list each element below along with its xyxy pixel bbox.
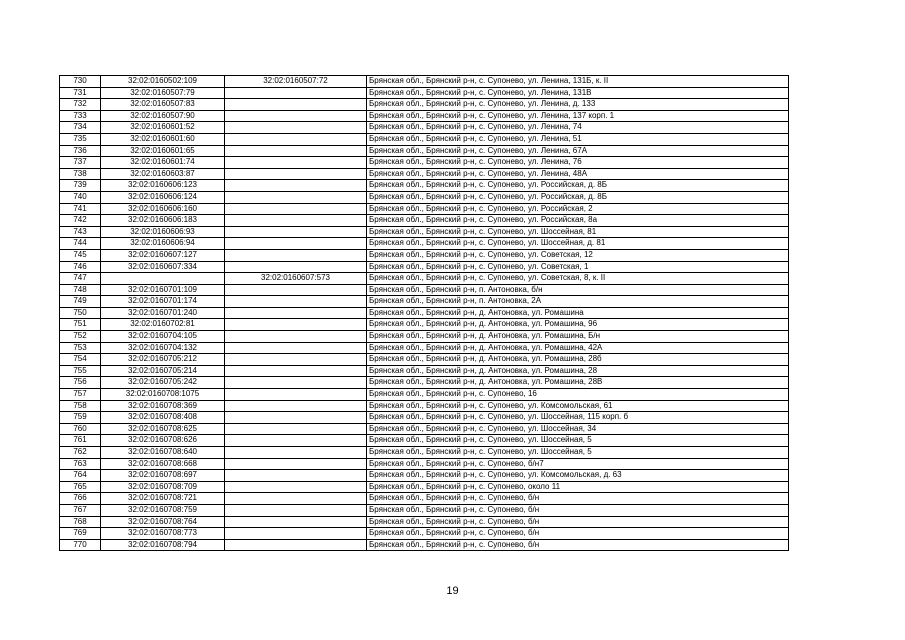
row-number-cell: 762 bbox=[60, 447, 101, 459]
parent-cadastral-number-cell bbox=[225, 180, 367, 192]
table-row bbox=[60, 122, 789, 134]
parent-cadastral-number-cell bbox=[225, 157, 367, 169]
parent-cadastral-number-cell bbox=[225, 307, 367, 319]
cadastral-number-cell: 32:02:0160601:52 bbox=[101, 122, 225, 134]
parent-cadastral-number-cell bbox=[225, 191, 367, 203]
cadastral-number-cell: 32:02:0160705:242 bbox=[101, 377, 225, 389]
row-number-cell: 738 bbox=[60, 168, 101, 180]
table-row bbox=[60, 504, 789, 516]
address-cell: Брянская обл., Брянский р-н, с. Супонево, ул. Ленина, 48А bbox=[367, 168, 789, 180]
table-row bbox=[60, 458, 789, 470]
row-number-cell: 751 bbox=[60, 319, 101, 331]
row-number-cell: 743 bbox=[60, 226, 101, 238]
cadastral-number-cell: 32:02:0160607:334 bbox=[101, 261, 225, 273]
parent-cadastral-number-cell bbox=[225, 354, 367, 366]
parent-cadastral-number-cell bbox=[225, 539, 367, 551]
cadastral-number-cell: 32:02:0160708:408 bbox=[101, 412, 225, 424]
table-row bbox=[60, 435, 789, 447]
row-number-cell: 758 bbox=[60, 400, 101, 412]
parent-cadastral-number-cell bbox=[225, 458, 367, 470]
row-number-cell: 747 bbox=[60, 273, 101, 285]
row-number-cell: 739 bbox=[60, 180, 101, 192]
address-cell: Брянская обл., Брянский р-н, с. Супонево, ул. Шоссейная, 5 bbox=[367, 447, 789, 459]
cadastral-number-cell: 32:02:0160507:79 bbox=[101, 87, 225, 99]
cadastral-number-cell: 32:02:0160708:794 bbox=[101, 539, 225, 551]
table-row bbox=[60, 307, 789, 319]
table-row bbox=[60, 145, 789, 157]
address-cell: Брянская обл., Брянский р-н, д. Антоновка, ул. Ромашина, 28 bbox=[367, 365, 789, 377]
cadastral-number-cell: 32:02:0160601:60 bbox=[101, 133, 225, 145]
row-number-cell: 760 bbox=[60, 423, 101, 435]
parent-cadastral-number-cell: 32:02:0160607:573 bbox=[225, 273, 367, 285]
address-cell: Брянская обл., Брянский р-н, с. Супонево, ул. Ленина, 67А bbox=[367, 145, 789, 157]
cadastral-number-cell bbox=[101, 273, 225, 285]
address-cell: Брянская обл., Брянский р-н, с. Супонево, б/н bbox=[367, 539, 789, 551]
table-row bbox=[60, 296, 789, 308]
parent-cadastral-number-cell bbox=[225, 331, 367, 343]
row-number-cell: 731 bbox=[60, 87, 101, 99]
table-row bbox=[60, 331, 789, 343]
table-row bbox=[60, 342, 789, 354]
row-number-cell: 763 bbox=[60, 458, 101, 470]
table-row bbox=[60, 157, 789, 169]
address-cell: Брянская обл., Брянский р-н, с. Супонево, б/н bbox=[367, 516, 789, 528]
row-number-cell: 761 bbox=[60, 435, 101, 447]
address-cell: Брянская обл., Брянский р-н, с. Супонево, ул. Ленина, д. 133 bbox=[367, 99, 789, 111]
address-cell: Брянская обл., Брянский р-н, д. Антоновка, ул. Ромашина, 96 bbox=[367, 319, 789, 331]
cadastral-number-cell: 32:02:0160708:759 bbox=[101, 504, 225, 516]
cadastral-number-cell: 32:02:0160704:132 bbox=[101, 342, 225, 354]
parent-cadastral-number-cell bbox=[225, 504, 367, 516]
parent-cadastral-number-cell bbox=[225, 481, 367, 493]
cadastral-number-cell: 32:02:0160601:65 bbox=[101, 145, 225, 157]
address-cell: Брянская обл., Брянский р-н, п. Антоновка, б/н bbox=[367, 284, 789, 296]
parent-cadastral-number-cell bbox=[225, 400, 367, 412]
parent-cadastral-number-cell bbox=[225, 122, 367, 134]
row-number-cell: 730 bbox=[60, 76, 101, 88]
address-cell: Брянская обл., Брянский р-н, с. Супонево, ул. Ленина, 131В bbox=[367, 87, 789, 99]
parent-cadastral-number-cell bbox=[225, 226, 367, 238]
parent-cadastral-number-cell bbox=[225, 145, 367, 157]
row-number-cell: 759 bbox=[60, 412, 101, 424]
row-number-cell: 746 bbox=[60, 261, 101, 273]
address-cell: Брянская обл., Брянский р-н, с. Супонево, ул. Шоссейная, д. 81 bbox=[367, 238, 789, 250]
row-number-cell: 765 bbox=[60, 481, 101, 493]
table-row bbox=[60, 249, 789, 261]
table-row bbox=[60, 423, 789, 435]
parent-cadastral-number-cell bbox=[225, 516, 367, 528]
cadastral-number-cell: 32:02:0160708:369 bbox=[101, 400, 225, 412]
cadastral-number-cell: 32:02:0160701:174 bbox=[101, 296, 225, 308]
row-number-cell: 749 bbox=[60, 296, 101, 308]
row-number-cell: 745 bbox=[60, 249, 101, 261]
cadastral-number-cell: 32:02:0160606:124 bbox=[101, 191, 225, 203]
table-row bbox=[60, 238, 789, 250]
parent-cadastral-number-cell bbox=[225, 377, 367, 389]
cadastral-number-cell: 32:02:0160603:87 bbox=[101, 168, 225, 180]
parent-cadastral-number-cell bbox=[225, 493, 367, 505]
parent-cadastral-number-cell bbox=[225, 342, 367, 354]
row-number-cell: 733 bbox=[60, 110, 101, 122]
cadastral-number-cell: 32:02:0160708:721 bbox=[101, 493, 225, 505]
table-row bbox=[60, 481, 789, 493]
cadastral-table-body bbox=[60, 76, 789, 551]
table-row bbox=[60, 99, 789, 111]
parent-cadastral-number-cell bbox=[225, 319, 367, 331]
address-cell: Брянская обл., Брянский р-н, с. Супонево, около 11 bbox=[367, 481, 789, 493]
cadastral-number-cell: 32:02:0160507:90 bbox=[101, 110, 225, 122]
address-cell: Брянская обл., Брянский р-н, с. Супонево, ул. Ленина, 51 bbox=[367, 133, 789, 145]
cadastral-number-cell: 32:02:0160705:214 bbox=[101, 365, 225, 377]
parent-cadastral-number-cell bbox=[225, 296, 367, 308]
parent-cadastral-number-cell bbox=[225, 365, 367, 377]
cadastral-number-cell: 32:02:0160606:160 bbox=[101, 203, 225, 215]
table-row bbox=[60, 400, 789, 412]
row-number-cell: 744 bbox=[60, 238, 101, 250]
parent-cadastral-number-cell bbox=[225, 528, 367, 540]
row-number-cell: 770 bbox=[60, 539, 101, 551]
row-number-cell: 737 bbox=[60, 157, 101, 169]
address-cell: Брянская обл., Брянский р-н, д. Антоновка, ул. Ромашина, 42А bbox=[367, 342, 789, 354]
address-cell: Брянская обл., Брянский р-н, с. Супонево, ул. Шоссейная, 81 bbox=[367, 226, 789, 238]
row-number-cell: 735 bbox=[60, 133, 101, 145]
parent-cadastral-number-cell bbox=[225, 238, 367, 250]
address-cell: Брянская обл., Брянский р-н, с. Супонево, ул. Ленина, 131Б, к. II bbox=[367, 76, 789, 88]
address-cell: Брянская обл., Брянский р-н, с. Супонево, ул. Шоссейная, 5 bbox=[367, 435, 789, 447]
table-row bbox=[60, 215, 789, 227]
parent-cadastral-number-cell bbox=[225, 133, 367, 145]
address-cell: Брянская обл., Брянский р-н, с. Супонево, ул. Ленина, 74 bbox=[367, 122, 789, 134]
table-row bbox=[60, 528, 789, 540]
row-number-cell: 740 bbox=[60, 191, 101, 203]
table-row bbox=[60, 133, 789, 145]
table-row bbox=[60, 377, 789, 389]
table-row bbox=[60, 87, 789, 99]
address-cell: Брянская обл., Брянский р-н, с. Супонево, б/н bbox=[367, 493, 789, 505]
parent-cadastral-number-cell bbox=[225, 447, 367, 459]
table-row bbox=[60, 447, 789, 459]
parent-cadastral-number-cell bbox=[225, 110, 367, 122]
cadastral-number-cell: 32:02:0160708:709 bbox=[101, 481, 225, 493]
row-number-cell: 753 bbox=[60, 342, 101, 354]
table-row bbox=[60, 180, 789, 192]
cadastral-number-cell: 32:02:0160606:123 bbox=[101, 180, 225, 192]
address-cell: Брянская обл., Брянский р-н, с. Супонево, ул. Российская, 2 bbox=[367, 203, 789, 215]
parent-cadastral-number-cell bbox=[225, 99, 367, 111]
table-row bbox=[60, 191, 789, 203]
cadastral-number-cell: 32:02:0160708:764 bbox=[101, 516, 225, 528]
table-row bbox=[60, 76, 789, 88]
parent-cadastral-number-cell bbox=[225, 215, 367, 227]
parent-cadastral-number-cell bbox=[225, 423, 367, 435]
row-number-cell: 741 bbox=[60, 203, 101, 215]
table-row bbox=[60, 412, 789, 424]
table-row bbox=[60, 470, 789, 482]
address-cell: Брянская обл., Брянский р-н, с. Супонево, б/н bbox=[367, 504, 789, 516]
table-row bbox=[60, 203, 789, 215]
cadastral-number-cell: 32:02:0160502:109 bbox=[101, 76, 225, 88]
row-number-cell: 732 bbox=[60, 99, 101, 111]
address-cell: Брянская обл., Брянский р-н, с. Супонево, ул. Российская, д. 8Б bbox=[367, 191, 789, 203]
cadastral-number-cell: 32:02:0160606:93 bbox=[101, 226, 225, 238]
table-row bbox=[60, 110, 789, 122]
address-cell: Брянская обл., Брянский р-н, с. Супонево, 16 bbox=[367, 389, 789, 401]
table-row bbox=[60, 261, 789, 273]
cadastral-number-cell: 32:02:0160708:640 bbox=[101, 447, 225, 459]
address-cell: Брянская обл., Брянский р-н, д. Антоновка, ул. Ромашина bbox=[367, 307, 789, 319]
row-number-cell: 752 bbox=[60, 331, 101, 343]
table-row bbox=[60, 226, 789, 238]
address-cell: Брянская обл., Брянский р-н, с. Супонево, ул. Шоссейная, 115 корп. б bbox=[367, 412, 789, 424]
row-number-cell: 754 bbox=[60, 354, 101, 366]
address-cell: Брянская обл., Брянский р-н, п. Антоновка, 2А bbox=[367, 296, 789, 308]
table-row bbox=[60, 539, 789, 551]
parent-cadastral-number-cell bbox=[225, 284, 367, 296]
parent-cadastral-number-cell bbox=[225, 470, 367, 482]
parent-cadastral-number-cell bbox=[225, 261, 367, 273]
cadastral-number-cell: 32:02:0160601:74 bbox=[101, 157, 225, 169]
parent-cadastral-number-cell bbox=[225, 87, 367, 99]
row-number-cell: 748 bbox=[60, 284, 101, 296]
row-number-cell: 757 bbox=[60, 389, 101, 401]
table-row bbox=[60, 389, 789, 401]
row-number-cell: 767 bbox=[60, 504, 101, 516]
row-number-cell: 756 bbox=[60, 377, 101, 389]
address-cell: Брянская обл., Брянский р-н, с. Супонево, ул. Советская, 12 bbox=[367, 249, 789, 261]
table-row bbox=[60, 493, 789, 505]
parent-cadastral-number-cell bbox=[225, 389, 367, 401]
cadastral-number-cell: 32:02:0160606:94 bbox=[101, 238, 225, 250]
address-cell: Брянская обл., Брянский р-н, с. Супонево, ул. Ленина, 76 bbox=[367, 157, 789, 169]
address-cell: Брянская обл., Брянский р-н, с. Супонево, б/н7 bbox=[367, 458, 789, 470]
address-cell: Брянская обл., Брянский р-н, с. Супонево, ул. Ленина, 137 корп. 1 bbox=[367, 110, 789, 122]
cadastral-number-cell: 32:02:0160701:109 bbox=[101, 284, 225, 296]
parent-cadastral-number-cell bbox=[225, 203, 367, 215]
table-row bbox=[60, 284, 789, 296]
cadastral-number-cell: 32:02:0160708:773 bbox=[101, 528, 225, 540]
table-row bbox=[60, 516, 789, 528]
address-cell: Брянская обл., Брянский р-н, д. Антоновка, ул. Ромашина, 28В bbox=[367, 377, 789, 389]
cadastral-number-cell: 32:02:0160606:183 bbox=[101, 215, 225, 227]
cadastral-number-cell: 32:02:0160701:240 bbox=[101, 307, 225, 319]
table-row bbox=[60, 354, 789, 366]
row-number-cell: 766 bbox=[60, 493, 101, 505]
parent-cadastral-number-cell: 32:02:0160507:72 bbox=[225, 76, 367, 88]
page-number: 19 bbox=[446, 585, 459, 597]
address-cell: Брянская обл., Брянский р-н, д. Антоновка, ул. Ромашина, 28б bbox=[367, 354, 789, 366]
cadastral-number-cell: 32:02:0160708:625 bbox=[101, 423, 225, 435]
parent-cadastral-number-cell bbox=[225, 412, 367, 424]
cadastral-number-cell: 32:02:0160702:81 bbox=[101, 319, 225, 331]
parent-cadastral-number-cell bbox=[225, 435, 367, 447]
row-number-cell: 742 bbox=[60, 215, 101, 227]
cadastral-number-cell: 32:02:0160705:212 bbox=[101, 354, 225, 366]
cadastral-number-cell: 32:02:0160708:1075 bbox=[101, 389, 225, 401]
cadastral-number-cell: 32:02:0160708:626 bbox=[101, 435, 225, 447]
table-row bbox=[60, 273, 789, 285]
row-number-cell: 764 bbox=[60, 470, 101, 482]
cadastral-number-cell: 32:02:0160607:127 bbox=[101, 249, 225, 261]
address-cell: Брянская обл., Брянский р-н, с. Супонево, ул. Советская, 8, к. II bbox=[367, 273, 789, 285]
address-cell: Брянская обл., Брянский р-н, с. Супонево, ул. Советская, 1 bbox=[367, 261, 789, 273]
table-row bbox=[60, 319, 789, 331]
cadastral-number-cell: 32:02:0160708:697 bbox=[101, 470, 225, 482]
address-cell: Брянская обл., Брянский р-н, с. Супонево, ул. Шоссейная, 34 bbox=[367, 423, 789, 435]
table-row bbox=[60, 168, 789, 180]
address-cell: Брянская обл., Брянский р-н, с. Супонево, ул. Российская, 8а bbox=[367, 215, 789, 227]
address-cell: Брянская обл., Брянский р-н, с. Супонево, ул. Комсомольская, 61 bbox=[367, 400, 789, 412]
row-number-cell: 750 bbox=[60, 307, 101, 319]
address-cell: Брянская обл., Брянский р-н, с. Супонево, ул. Комсомольская, д. 63 bbox=[367, 470, 789, 482]
parent-cadastral-number-cell bbox=[225, 168, 367, 180]
cadastral-number-cell: 32:02:0160507:83 bbox=[101, 99, 225, 111]
address-cell: Брянская обл., Брянский р-н, с. Супонево, ул. Российская, д. 8Б bbox=[367, 180, 789, 192]
row-number-cell: 755 bbox=[60, 365, 101, 377]
cadastral-table bbox=[59, 75, 789, 551]
cadastral-number-cell: 32:02:0160704:105 bbox=[101, 331, 225, 343]
table-row bbox=[60, 365, 789, 377]
row-number-cell: 736 bbox=[60, 145, 101, 157]
row-number-cell: 769 bbox=[60, 528, 101, 540]
row-number-cell: 734 bbox=[60, 122, 101, 134]
cadastral-number-cell: 32:02:0160708:668 bbox=[101, 458, 225, 470]
row-number-cell: 768 bbox=[60, 516, 101, 528]
address-cell: Брянская обл., Брянский р-н, д. Антоновка, ул. Ромашина, Б/н bbox=[367, 331, 789, 343]
parent-cadastral-number-cell bbox=[225, 249, 367, 261]
address-cell: Брянская обл., Брянский р-н, с. Супонево, б/н bbox=[367, 528, 789, 540]
